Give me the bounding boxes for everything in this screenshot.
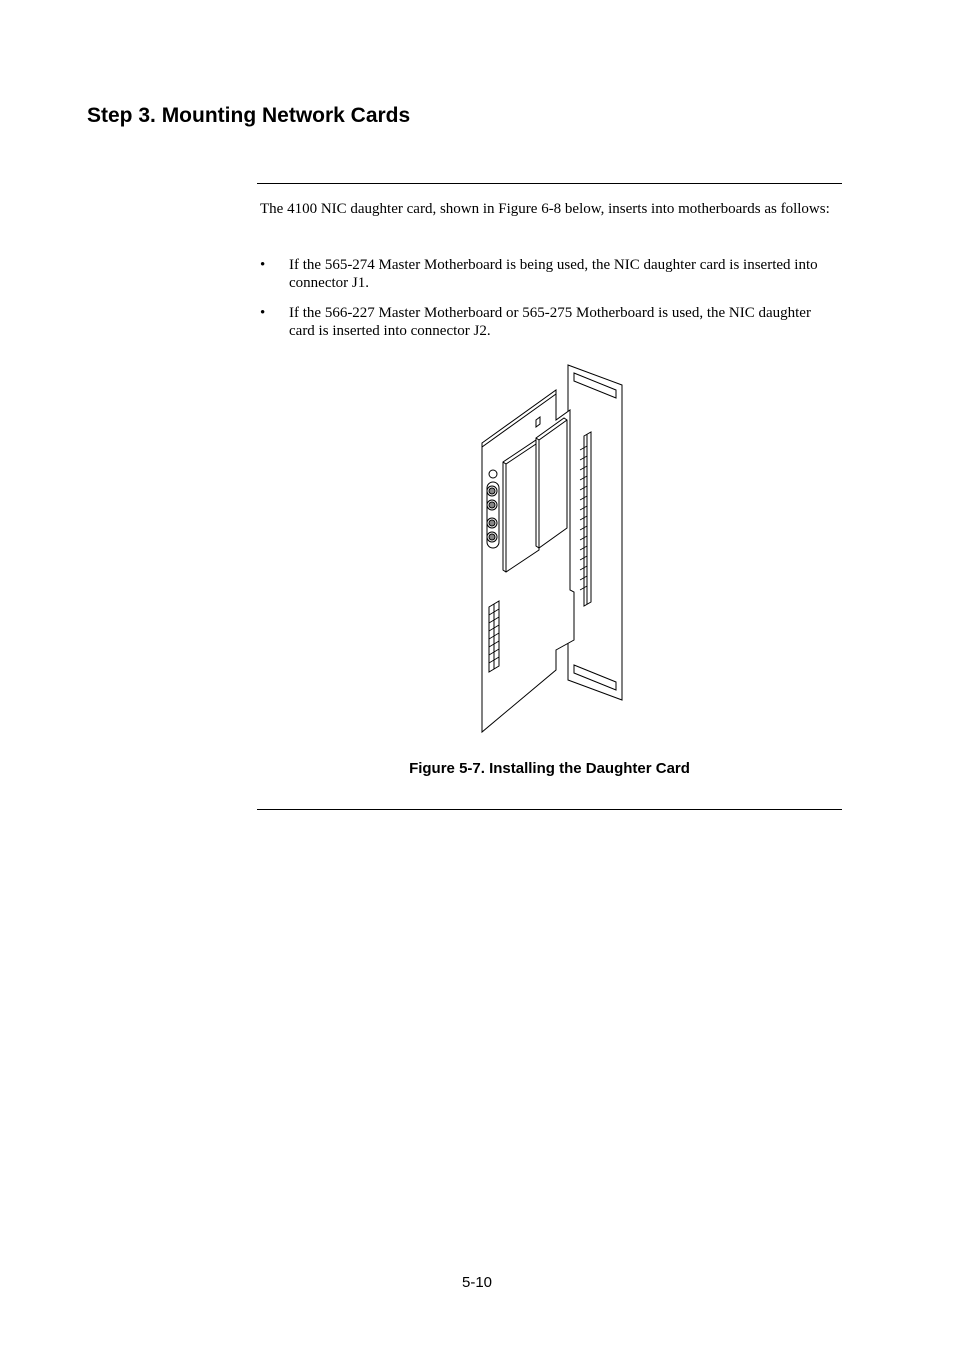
top-rule: [257, 183, 842, 184]
bullet-text: If the 566-227 Master Motherboard or 565-275 Motherboard is used, the NIC daughter card is inserted into connector J2.: [289, 305, 811, 339]
list-item: [260, 304, 820, 340]
bullet-icon: •: [260, 305, 266, 321]
bullet-text: If the 565-274 Master Motherboard is being used, the NIC daughter card is inserted into connector J1.: [289, 257, 818, 291]
list-item: [260, 256, 820, 292]
daughter-card-illustration: [470, 360, 635, 740]
bullet-list: [260, 256, 820, 352]
daughter-card-figure: [470, 360, 635, 740]
figure-caption: Figure 5-7. Installing the Daughter Card: [409, 760, 690, 777]
bottom-rule: [257, 809, 842, 810]
section-heading: Step 3. Mounting Network Cards: [87, 104, 411, 127]
page-number: 5-10: [461, 1274, 493, 1291]
intro-paragraph: The 4100 NIC daughter card, shown in Figure 6-8 below, inserts into motherboards as follows:: [260, 201, 830, 217]
bullet-icon: •: [260, 257, 266, 273]
